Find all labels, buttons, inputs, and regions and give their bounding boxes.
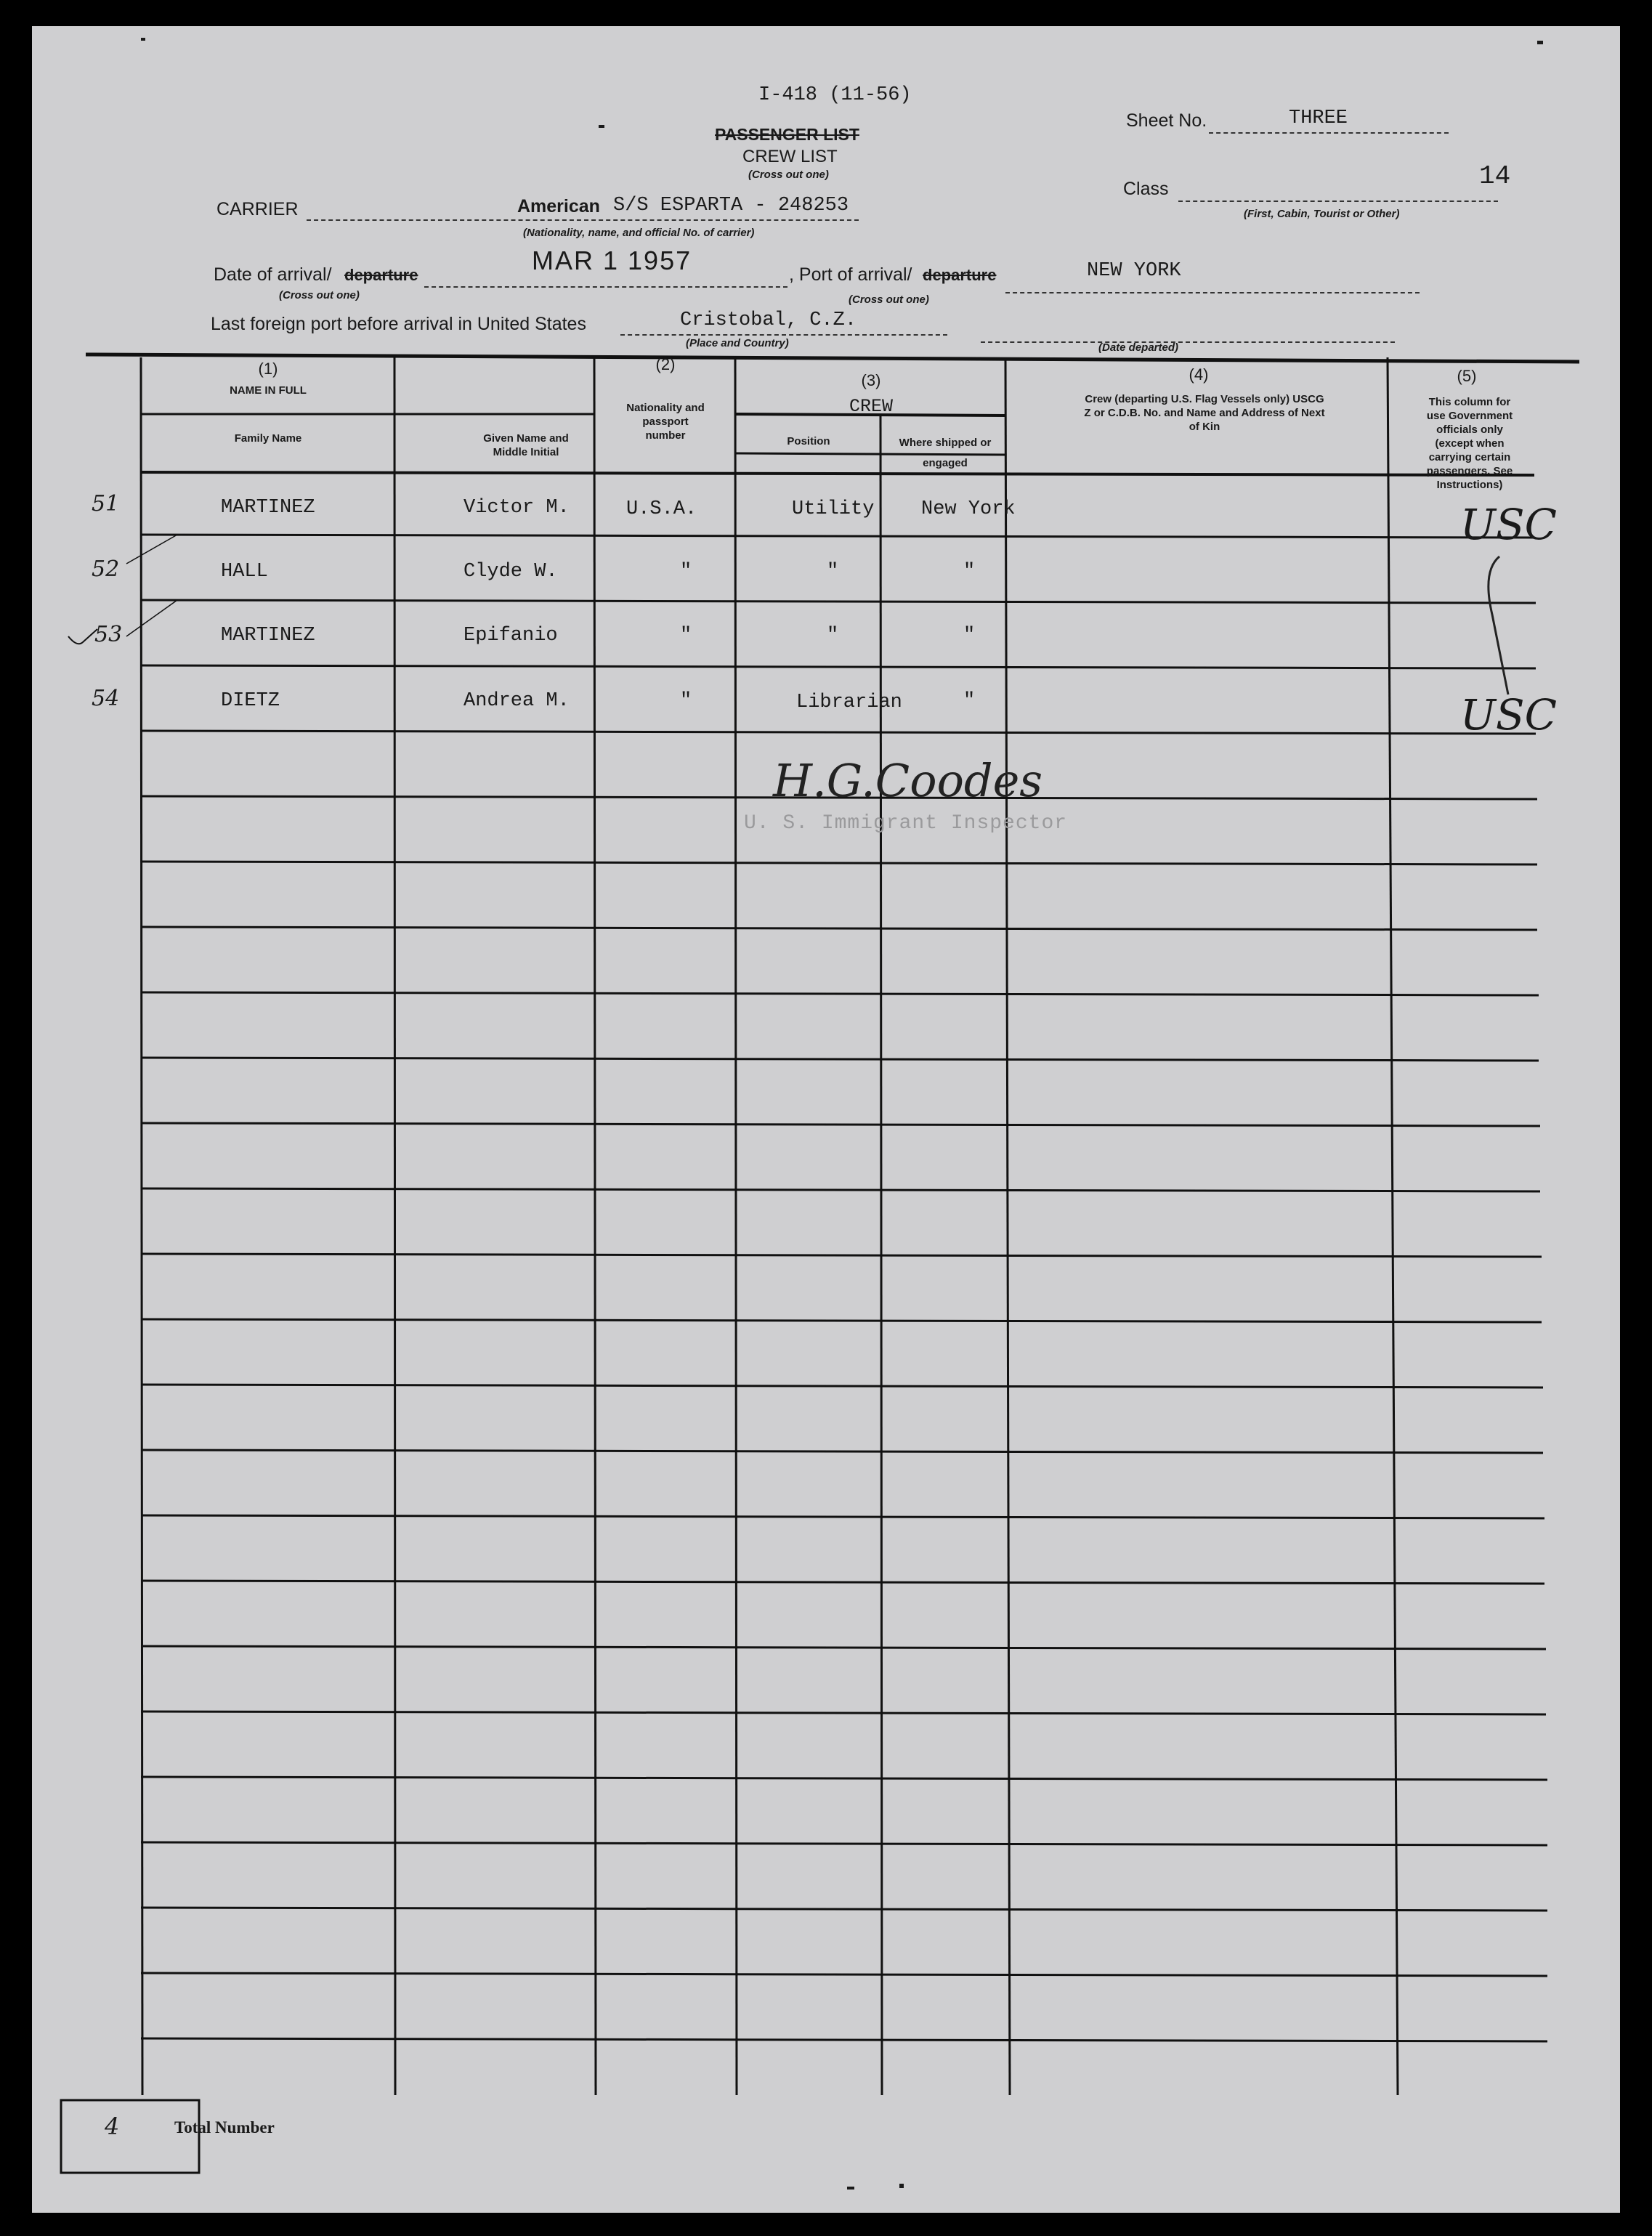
inspector-signature: H.G.Coodes — [773, 754, 1043, 807]
class-hint: (First, Cabin, Tourist or Other) — [1244, 208, 1400, 220]
col3-title: CREW — [849, 396, 893, 417]
nationality: " — [680, 625, 692, 647]
last-port-hint: (Place and Country) — [686, 337, 789, 349]
col1b-title: Given Name and Middle Initial — [483, 432, 569, 458]
position: Utility — [792, 498, 875, 520]
where-shipped: " — [963, 561, 976, 583]
given-name: Epifanio — [463, 625, 558, 647]
col2-number: (2) — [655, 355, 676, 373]
row-number: 52 — [92, 556, 120, 582]
carrier-value: S/S ESPARTA - 248253 — [613, 195, 849, 216]
date-departed-hint: (Date departed) — [1098, 341, 1179, 354]
col5-number: (5) — [1457, 367, 1477, 385]
port-struck: departure — [923, 266, 997, 284]
nationality: " — [680, 690, 692, 712]
family-name: HALL — [221, 561, 268, 583]
last-port-label: Last foreign port before arrival in United States — [211, 314, 586, 334]
class-label: Class — [1123, 179, 1169, 199]
carrier-hint: (Nationality, name, and official No. of carrier) — [523, 227, 755, 239]
given-name: Victor M. — [463, 497, 570, 519]
col4-title: Crew (departing U.S. Flag Vessels only) USCG Z or C.D.B. No. and Name and Address of Next of Kin — [1084, 393, 1325, 433]
col5-title: This column for use Government officials only (except when carrying certain passengers. See Instructions) — [1426, 396, 1513, 491]
carrier-label: CARRIER — [216, 199, 299, 219]
port-label: , Port of arrival/ — [789, 264, 912, 285]
carrier-prefix: American — [517, 196, 600, 216]
where-shipped: " — [963, 690, 976, 712]
where-shipped: " — [963, 625, 976, 647]
col1-title: NAME IN FULL — [230, 384, 307, 397]
nationality: U.S.A. — [626, 498, 697, 520]
class-value: 14 — [1479, 161, 1511, 191]
given-name: Andrea M. — [463, 690, 570, 712]
col3-number: (3) — [861, 371, 881, 389]
total-value: 4 — [105, 2113, 120, 2140]
given-name: Clyde W. — [463, 561, 558, 583]
position: " — [827, 625, 839, 647]
date-value: MAR 1 1957 — [532, 246, 692, 275]
cross-out-hint: (Cross out one) — [748, 169, 829, 181]
date-struck: departure — [344, 266, 418, 284]
col4-number: (4) — [1189, 365, 1209, 384]
last-port-value: Cristobal, C.Z. — [680, 309, 857, 331]
col1a-title: Family Name — [234, 432, 302, 445]
initials-mark: USC — [1460, 690, 1557, 740]
initials-mark: USC — [1460, 500, 1557, 549]
inspector-stamp: U. S. Immigrant Inspector — [744, 812, 1068, 835]
form-number: I-418 (11-56) — [758, 84, 912, 106]
sheet-label: Sheet No. — [1126, 110, 1207, 131]
col3a-title: Position — [787, 435, 830, 447]
passenger-list-struck: PASSENGER LIST — [715, 125, 859, 144]
position: " — [827, 561, 839, 583]
col3b-title: Where shipped or engaged — [899, 437, 992, 469]
port-hint: (Cross out one) — [849, 293, 929, 306]
row-number: 54 — [92, 686, 120, 711]
where-shipped: New York — [921, 498, 1016, 520]
document-page — [32, 26, 1620, 2213]
bracket-line — [1478, 549, 1521, 702]
sheet-value: THREE — [1289, 108, 1348, 129]
family-name: DIETZ — [221, 690, 280, 712]
date-label: Date of arrival/ — [214, 264, 332, 285]
family-name: MARTINEZ — [221, 497, 315, 519]
crew-list-title: CREW LIST — [742, 147, 838, 166]
nationality: " — [680, 561, 692, 583]
table-grid — [32, 26, 1620, 2213]
family-name: MARTINEZ — [221, 625, 315, 647]
col2-title: Nationality and passport number — [626, 402, 705, 442]
row-number: 53 — [94, 622, 123, 647]
position: Librarian — [796, 692, 902, 713]
total-label: Total Number — [174, 2118, 275, 2136]
date-hint: (Cross out one) — [279, 289, 360, 301]
row-number: 51 — [92, 491, 120, 517]
col1-number: (1) — [258, 360, 278, 378]
port-value: NEW YORK — [1087, 260, 1181, 282]
